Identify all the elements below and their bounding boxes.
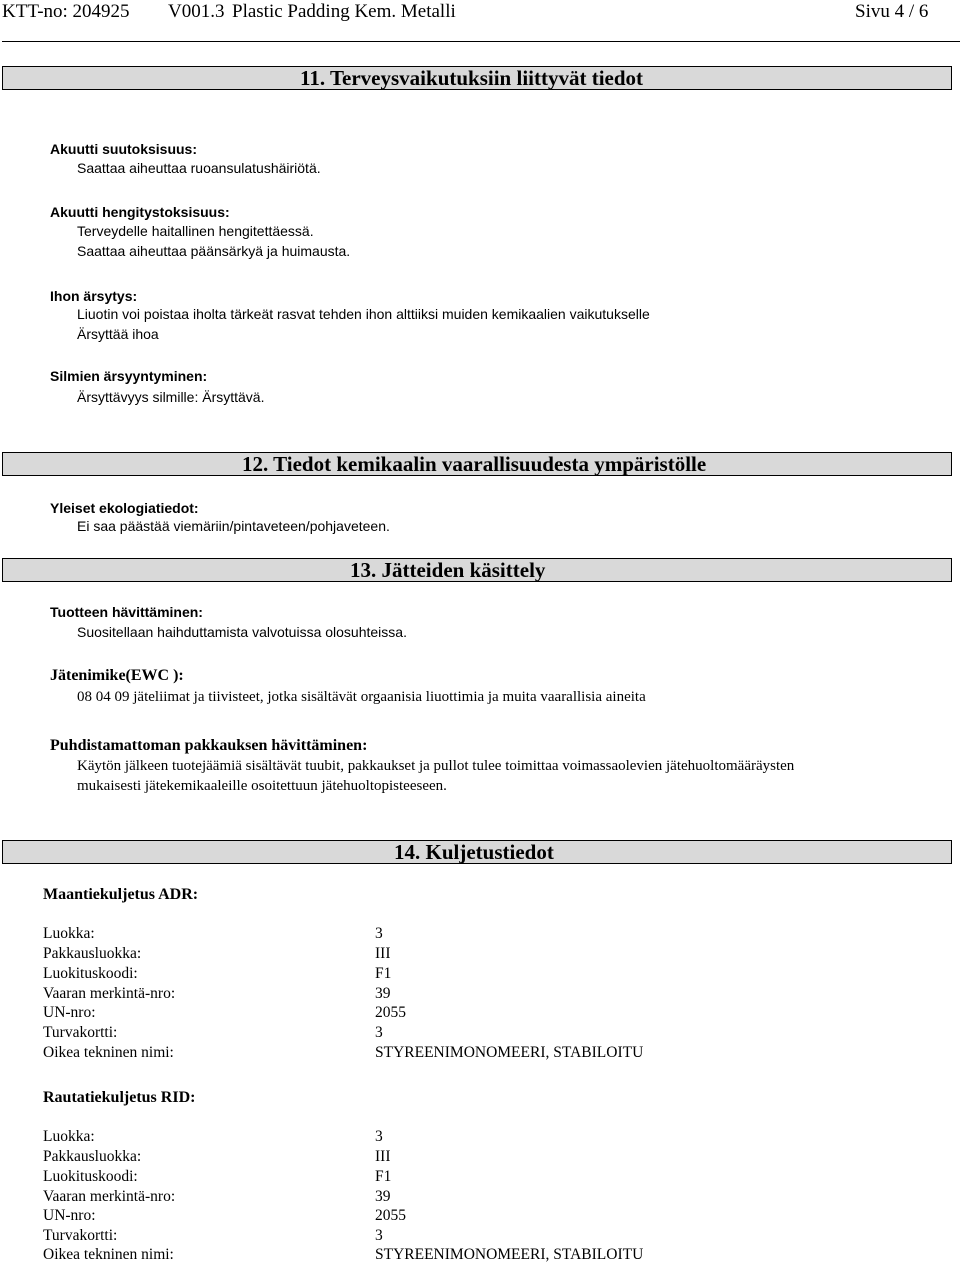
document-version: V001.3 [168,1,225,22]
adr-key: Vaaran merkintä-nro: [43,985,176,1002]
adr-key: Oikea tekninen nimi: [43,1044,174,1061]
disposal-text: Suositellaan haihduttamista valvotuissa olosuhteissa. [77,624,407,640]
eye-irritation-label: Silmien ärsyyntyminen: [50,368,208,384]
acute-inhalation-text-2: Saattaa aiheuttaa päänsärkyä ja huimausta. [77,243,351,259]
rid-key: Oikea tekninen nimi: [43,1246,174,1263]
adr-value: 3 [375,925,383,942]
skin-irritation-text-2: Ärsyttää ihoa [77,326,159,342]
section-11-title: 11. Terveysvaikutuksiin liittyvät tiedot [300,66,644,90]
header-rule [2,41,960,42]
eye-irritation-text: Ärsyttävyys silmille: Ärsyttävä. [77,389,265,405]
adr-key: Pakkausluokka: [43,945,142,962]
packaging-label: Puhdistamattoman pakkauksen hävittäminen: [50,737,368,754]
ecology-label: Yleiset ekologiatiedot: [50,500,199,516]
adr-value: III [375,945,391,962]
ewc-text: 08 04 09 jäteliimat ja tiivisteet, jotka sisältävät orgaanisia liuottimia ja muita vaarallisia aineita [77,689,646,705]
adr-value: F1 [375,965,392,982]
section-12-title: 12. Tiedot kemikaalin vaarallisuudesta ympäristölle [242,452,707,476]
adr-key: Luokka: [43,925,95,942]
document-id: KTT-no: 204925 [2,1,130,22]
ecology-text: Ei saa päästää viemäriin/pintaveteen/pohjaveteen. [77,518,390,534]
rid-key: UN-nro: [43,1207,96,1224]
section-13-title: 13. Jätteiden käsittely [350,558,546,582]
adr-value: STYREENIMONOMEERI, STABILOITU [375,1044,644,1061]
product-name: Plastic Padding Kem. Metalli [232,1,456,22]
adr-key: Luokituskoodi: [43,965,138,982]
adr-value: 39 [375,985,391,1002]
rid-key: Turvakortti: [43,1227,118,1244]
skin-irritation-label: Ihon ärsytys: [50,288,138,304]
rid-key: Vaaran merkintä-nro: [43,1188,176,1205]
rid-key: Pakkausluokka: [43,1148,142,1165]
acute-oral-text: Saattaa aiheuttaa ruoansulatushäiriötä. [77,160,321,176]
acute-oral-label: Akuutti suutoksisuus: [50,141,198,157]
rid-value: 3 [375,1227,383,1244]
disposal-label: Tuotteen hävittäminen: [50,604,203,620]
acute-inhalation-label: Akuutti hengitystoksisuus: [50,204,230,220]
rid-value: 2055 [375,1207,406,1224]
rid-value: STYREENIMONOMEERI, STABILOITU [375,1246,644,1263]
rid-label: Rautatiekuljetus RID: [43,1089,196,1106]
rid-key: Luokka: [43,1128,95,1145]
adr-label: Maantiekuljetus ADR: [43,886,199,903]
adr-key: UN-nro: [43,1004,96,1021]
rid-value: 39 [375,1188,391,1205]
ewc-label: Jätenimike(EWC ): [50,667,184,684]
packaging-text-2: mukaisesti jätekemikaaleille osoitettuun jätehuoltopisteeseen. [77,778,447,794]
rid-value: F1 [375,1168,392,1185]
acute-inhalation-text-1: Terveydelle haitallinen hengitettäessä. [77,223,314,239]
adr-value: 2055 [375,1004,406,1021]
adr-key: Turvakortti: [43,1024,118,1041]
page-number: Sivu 4 / 6 [855,1,929,22]
skin-irritation-text-1: Liuotin voi poistaa iholta tärkeät rasvat tehden ihon alttiiksi muiden kemikaalien vaikutukselle [77,306,650,322]
adr-value: 3 [375,1024,383,1041]
section-14-title: 14. Kuljetustiedot [394,840,554,864]
rid-key: Luokituskoodi: [43,1168,138,1185]
rid-value: III [375,1148,391,1165]
rid-value: 3 [375,1128,383,1145]
packaging-text-1: Käytön jälkeen tuotejäämiä sisältävät tuubit, pakkaukset ja pullot tulee toimittaa voimassaolevien jätehuoltomääräysten [77,758,795,774]
